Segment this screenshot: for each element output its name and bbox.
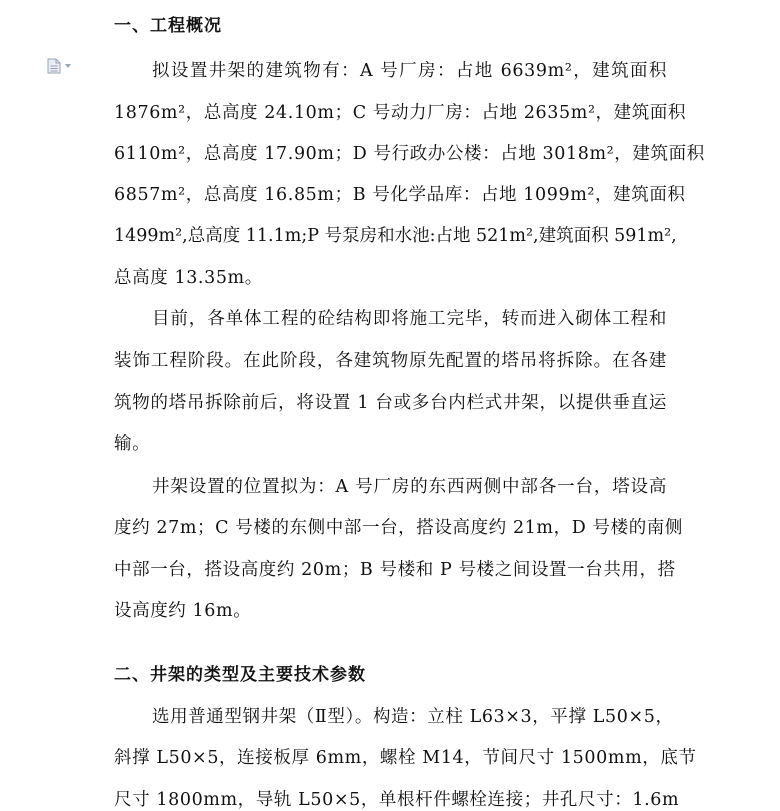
paragraph-line: 1876m²，总高度 24.10m；C 号动力厂房：占地 2635m²，建筑面积: [114, 103, 687, 123]
paragraph-line: 斜撑 L50×5，连接板厚 6mm，螺栓 M14，节间尺寸 1500mm，底节: [114, 748, 697, 768]
paragraph-line: 中部一台，搭设高度约 20m；B 号楼和 P 号楼之间设置一台共用，搭: [114, 560, 676, 580]
paragraph-line: 选用普通型钢井架（Ⅱ型）。构造：立柱 L63×3，平撑 L50×5，: [152, 707, 674, 727]
paragraph-line: 拟设置井架的建筑物有：A 号厂房：占地 6639m²，建筑面积: [152, 61, 667, 81]
section-heading-overview: 一、工程概况: [114, 16, 222, 36]
section-heading-types: 二、井架的类型及主要技术参数: [114, 665, 366, 685]
paragraph-line: 装饰工程阶段。在此阶段，各建筑物原先配置的塔吊将拆除。在各建: [114, 351, 667, 371]
paragraph-line: 井架设置的位置拟为：A 号厂房的东西两侧中部各一台，塔设高: [152, 477, 667, 497]
paragraph-line: 设高度约 16m。: [114, 601, 252, 621]
paragraph-line: 1499m²,总高度 11.1m;P 号泵房和水池:占地 521m²,建筑面积 591m²,: [114, 226, 677, 246]
paragraph-line: 6857m²，总高度 16.85m；B 号化学品库：占地 1099m²，建筑面积: [114, 185, 686, 205]
paragraph-line: 尺寸 1800mm，导轨 L50×5，单根杆件螺栓连接；井孔尺寸：1.6m: [114, 790, 680, 810]
paragraph-line: 度约 27m；C 号楼的东侧中部一台，搭设高度约 21m，D 号楼的南侧: [114, 518, 683, 538]
caret-down-icon: [65, 64, 71, 68]
paragraph-line: 6110m²，总高度 17.90m；D 号行政办公楼：占地 3018m²，建筑面积: [114, 144, 705, 164]
paragraph-line: 筑物的塔吊拆除前后，将设置 1 台或多台内栏式井架，以提供垂直运: [114, 393, 667, 413]
document-icon: [46, 58, 76, 74]
paragraph-line: 总高度 13.35m。: [114, 268, 263, 288]
paragraph-line: 输。: [114, 434, 151, 454]
document-menu[interactable]: [46, 58, 76, 74]
paragraph-line: 目前，各单体工程的砼结构即将施工完毕，转而进入砌体工程和: [152, 309, 667, 329]
